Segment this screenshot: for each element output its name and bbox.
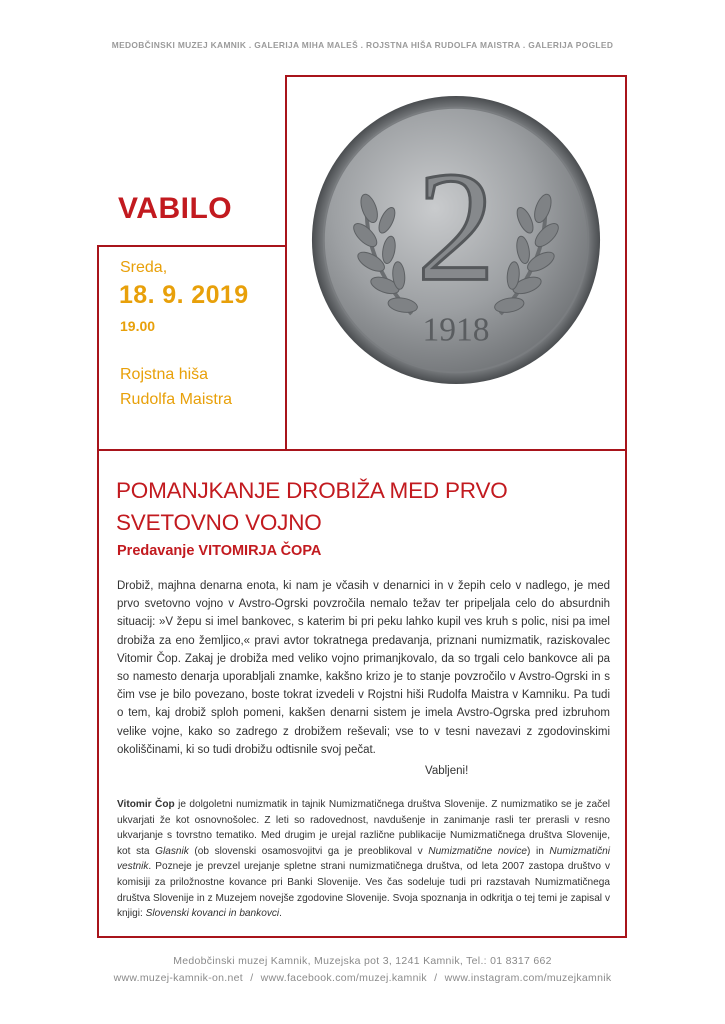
invite-text: Vabljeni! [425,765,469,777]
event-place: Rudolfa Maistra [120,391,233,408]
coin-denomination: 2 [416,139,496,315]
lecture-description: Drobiž, majhna denarna enota, ki nam je včasih v denarnici in v žepih celo v nadlego, je med prvo svetovno vojno v Avstro-Ogrski povzročila nemalo težav ter pripeljala celo do absurdnih situacij: »V žepu si imel bankovec, s katerim bi pri peku lahko kupil ves kruh s polic, nisi pa imel drobiža za eno žemljico,« pravi avtor tokratnega predavanja, priznani numizmatik, raziskovalec Vitomir Čop. Zakaj je drobiža med veliko vojno primanjkovalo, da so trgali celo bankovce ali pa so namesto denarja uporabljali znamke, kakšno krizo je to stanje povzročilo v Avstro-Ogrski in s čim vse je bilo povezano, boste tokrat izvedeli v Rojstni hiši Rudolfa Maistra v Kamniku. Pa tudi o tem, kaj drobiž sploh pomeni, kakšen denarni sistem je imela Avstro-Ogrska pred izbruhom velike vojne, kako so zadrego z drobižem reševali; vse to v tesni navezavi z zgodovinskimi okoliščinami, ki so tudi drobižu odtisnile svoj pečat. [117,580,610,756]
speaker-name: Vitomir Čop [117,799,175,810]
lecture-title: POMANJKANJE DROBIŽA MED PRVO [116,478,508,503]
instagram-link[interactable]: www.instagram.com/muzejkamnik [444,972,612,984]
museum-header: MEDOBČINSKI MUZEJ KAMNIK . GALERIJA MIHA MALEŠ . ROJSTNA HIŠA RUDOLFA MAISTRA . GALERIJA POGLED [111,40,614,50]
speaker-bio: Vitomir Čop je dolgoletni numizmatik in tajnik Numizmatičnega društva Slovenije. Z numizmatiko se je začel ukvarjati že kot osnovnošolec. Z leti so radovednost, navdušenje in zanimanje rasli ter prerasli v resno ukvarjanje s tovrstno tematiko. Med drugim je urejal različne publikacije Numizmatičnega društva Slovenije, kot sta Glasnik (ob slovenski osamosvojitvi ga je preoblikoval v Numizmatične novice) in Numizmatični vestnik. Pozneje je prevzel urejanje spletne strani numizmatičnega društva, od leta 2007 zastopa društvo v komisiji za priložnostne kovance pri Banki Slovenije. Ves čas sodeluje tudi pri razstavah Numizmatičnega društva Slovenije in z Muzejem novejše zgodovine Slovenije. Svoja spoznanja in odkritja o tej temi je zapisal v knjigi: Slovenski kovanci in bankovci. [117,799,610,920]
coin-year: 1918 [422,311,490,349]
coin-image [308,92,604,388]
website-link[interactable]: www.muzej-kamnik-on.net [113,972,244,984]
event-date: 18. 9. 2019 [119,281,249,309]
separator: / [434,972,438,984]
invitation-title: VABILO [118,192,233,225]
footer-address: Medobčinski muzej Kamnik, Muzejska pot 3, 1241 Kamnik, Tel.: 01 8317 662 [173,955,552,967]
event-weekday: Sreda, [120,259,168,276]
separator: / [250,972,254,984]
event-place: Rojstna hiša [120,366,209,383]
lecture-title: SVETOVNO VOJNO [116,510,322,535]
footer-links [0,972,725,984]
event-time: 19.00 [120,318,156,334]
facebook-link[interactable]: www.facebook.com/muzej.kamnik [260,972,427,984]
lecture-subtitle: Predavanje VITOMIRJA ČOPA [117,543,322,559]
